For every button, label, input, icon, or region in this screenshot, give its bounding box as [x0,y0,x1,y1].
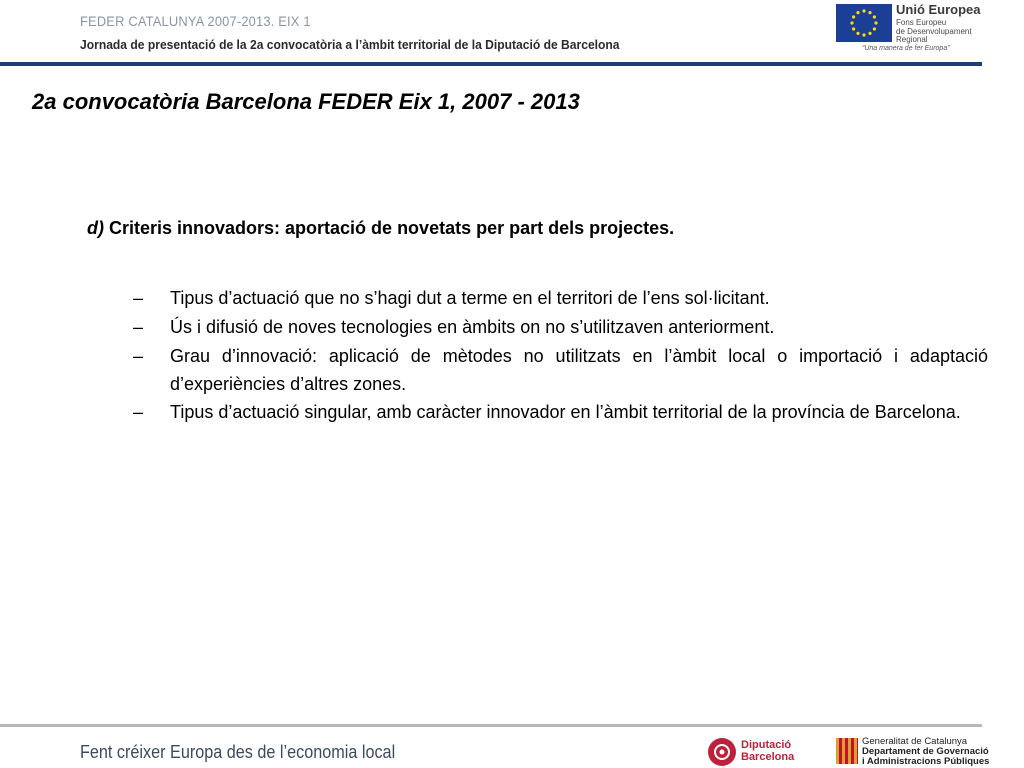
dash-bullet: – [133,317,144,337]
generalitat-line-1: Generalitat de Catalunya [862,736,968,747]
footer-slogan: Fent créixer Europa des de l’economia local [80,742,396,762]
criteria-heading-text: Criteris innovadors: aportació de novetats per part dels projectes. [104,218,675,238]
criteria-heading [87,218,674,239]
criteria-letter: d) [87,218,104,238]
diputacio-logo-icon [708,738,736,766]
eu-flag-icon [836,4,892,42]
generalitat-line-2: Departament de Governació [862,746,989,757]
footer-divider [0,724,982,727]
list-item [133,313,988,341]
list-item-text: Tipus d’actuació que no s’hagi dut a terme en el territori de l’ens sol·licitant. [170,288,770,308]
eu-fund-line-1: Fons Europeu [896,18,947,27]
generalitat-logo-icon [836,738,858,764]
dash-bullet: – [133,288,144,308]
header-event-title: Jornada de presentació de la 2a convocatòria a l’àmbit territorial de la Diputació de Barcelona [80,37,620,52]
criteria-list [133,284,988,423]
eu-fund-line-3: Regional [896,35,928,44]
slide-header [0,0,1024,66]
header-program-title: FEDER CATALUNYA 2007-2013. EIX 1 [80,13,311,29]
dash-bullet: – [133,402,144,422]
diputacio-line-1: Diputació [741,739,792,751]
eu-title: Unió Europea [896,2,981,17]
generalitat-line-3: i Administracions Públiques [862,756,990,767]
list-item [133,342,988,398]
header-divider [0,62,982,66]
diputacio-line-2: Barcelona [741,751,795,763]
eu-label [896,3,1006,45]
eu-motto: “Una manera de fer Europa” [862,45,950,52]
slide-title: 2a convocatòria Barcelona FEDER Eix 1, 2007 - 2013 [32,89,580,114]
list-item-text: Tipus d’actuació singular, amb caràcter innovador en l’àmbit territorial de la província de Barcelona. [170,402,961,422]
list-item [133,284,988,312]
list-item [133,402,988,422]
list-item-text: Ús i difusió de noves tecnologies en àmbits on no s’utilitzaven anteriorment. [170,317,775,337]
dash-bullet: – [133,346,144,366]
list-item-text: Grau d’innovació: aplicació de mètodes no utilitzats en l’àmbit local o importació i adaptació d’experiències d’altres zones. [170,346,988,394]
eu-fund-line-2: de Desenvolupament [896,26,972,36]
diputacio-label [741,739,794,763]
generalitat-label [862,737,989,767]
